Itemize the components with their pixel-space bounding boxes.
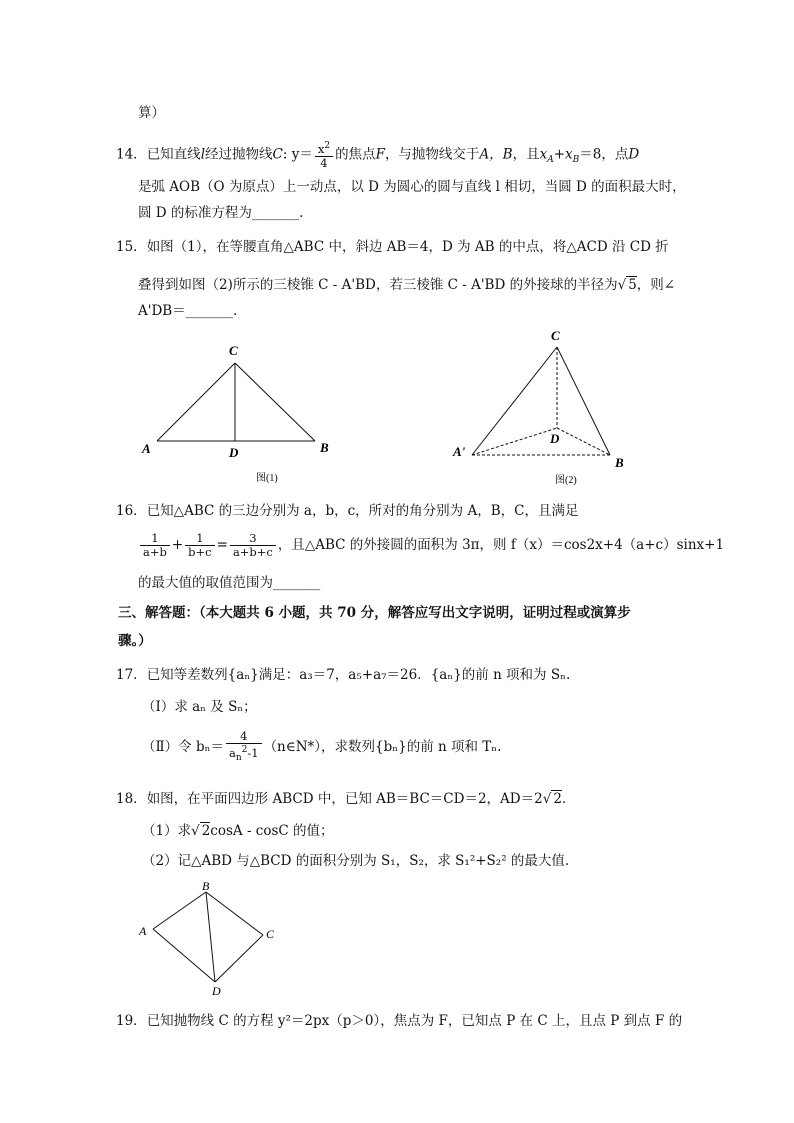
q16-fraction-1: $\frac{1}{a+b}$ [140,532,170,559]
fig1-label-a: A [142,441,151,456]
fig3-edge-cd [215,935,263,982]
q17-number: 17． [116,667,147,683]
fig1-edge-cb [235,363,315,441]
fig1-label-d: D [229,445,239,460]
q16-line2: $\frac{1}{a+b}$ + $\frac{1}{b+c}$ = $\frac{3}{a+b+c}$ ，且△ABC 的外接圆的面积为 3π，则 f（x）＝cos2x+4（a+c）sinx+1 [138,530,724,560]
q14-fraction: $\frac{x^2}{4}$ [315,140,333,170]
fig1-caption: 图(1) [256,473,278,484]
q15-line2: 叠得到如图（2)所示的三棱锥 C - A'BD，若三棱锥 C - A'BD 的外接球的半径为√ 5，则∠ [138,277,676,293]
figure-3-quadrilateral [130,875,290,1000]
fig2-edge-cb [557,347,610,455]
q14-line3: 圆 D 的标准方程为_______. [138,205,304,221]
fig3-label-d: D [212,984,221,998]
q14-line1: 14．已知直线l经过抛物线C: y＝ $\frac{x^2}{4}$ 的焦点F，与抛物线交于A，B，且$x_A+x_B=8$，点D [116,141,640,170]
q16-fraction-3: $\frac{3}{a+b+c}$ [230,532,276,559]
q15-line3: A'DB＝_______. [138,303,238,319]
q19-line1: 19．已知抛物线 C 的方程 y²＝2px（p＞0），焦点为 F，已知点 P 在 C 上，且点 P 到点 F 的 [116,1013,683,1029]
section3-heading-cont: 骤。） [118,633,152,649]
fig3-edge-bd [206,892,215,982]
q18-part1: （1）求√ 2cosA - cosC 的值； [142,823,334,839]
fig2-edge-db [557,428,610,455]
q14-number: 14． [116,146,147,163]
fig2-label-b: B [615,455,624,470]
q14-line2: 是弧 AOB（O 为原点）上一动点，以 D 为圆心的圆与直线 l 相切，当圆 D 的面积最大时， [138,179,686,195]
figure-2-pyramid [445,325,645,485]
fig2-caption: 图(2) [555,475,577,485]
q16-fraction-2: $\frac{1}{b+c}$ [185,532,214,559]
fig1-label-c: C [229,343,238,358]
figure-1-triangle [130,335,350,485]
fig2-label-c: C [551,328,560,343]
fig2-edge-ca [472,347,557,455]
fig1-label-b: B [320,440,329,455]
q18-line1: 18．如图，在平面四边形 ABCD 中，已知 AB＝BC＝CD＝2，AD＝2√ 2. [116,791,567,807]
q18-part2: （2）记△ABD 与△BCD 的面积分别为 S₁，S₂，求 S₁²+S₂² 的最大值. [142,853,570,869]
q17-part2: （Ⅱ）令 bₙ＝ $\frac{4}{a_n^2-1}$ （n∈N*），求数列{bₙ}的前 n 项和 Tₙ. [142,729,502,764]
q13-tail: 算） [138,105,165,121]
q17-part1: （Ⅰ）求 aₙ 及 Sₙ； [142,699,257,715]
fig3-label-c: C [266,927,275,941]
q17-line1: 17．已知等差数列{aₙ}满足：a₃＝7，a₅+a₇＝26．{aₙ}的前 n 项和为 Sₙ. [116,667,571,683]
fig3-edge-bc [206,892,263,935]
fig3-edge-ab [153,892,206,929]
fig3-label-b: B [202,879,210,893]
q16-number: 16． [116,503,147,519]
q15-number: 15． [116,239,147,255]
fig2-label-d: D [550,431,560,446]
q15-line1: 15．如图（1），在等腰直角△ABC 中，斜边 AB＝4，D 为 AB 的中点，将△ACD 沿 CD 折 [116,239,669,255]
section3-heading: 三、解答题：（本大题共 6 小题，共 70 分，解答应写出文字说明，证明过程或演算步 [118,605,631,621]
q16-line3: 的最大值的取值范围为_______ [138,575,321,591]
q16-line1: 16．已知△ABC 的三边分别为 a，b，c，所对的角分别为 A，B，C，且满足 [116,503,579,519]
fig3-label-a: A [139,924,147,938]
q17-fraction: $\frac{4}{a_n^2-1}$ [226,730,262,765]
q19-number: 19． [116,1013,147,1029]
fig3-edge-da [153,929,215,982]
q18-number: 18． [116,791,147,807]
fig2-edge-ad [472,428,557,455]
fig2-label-a: A' [453,444,466,459]
fig1-edge-ac [157,363,235,441]
